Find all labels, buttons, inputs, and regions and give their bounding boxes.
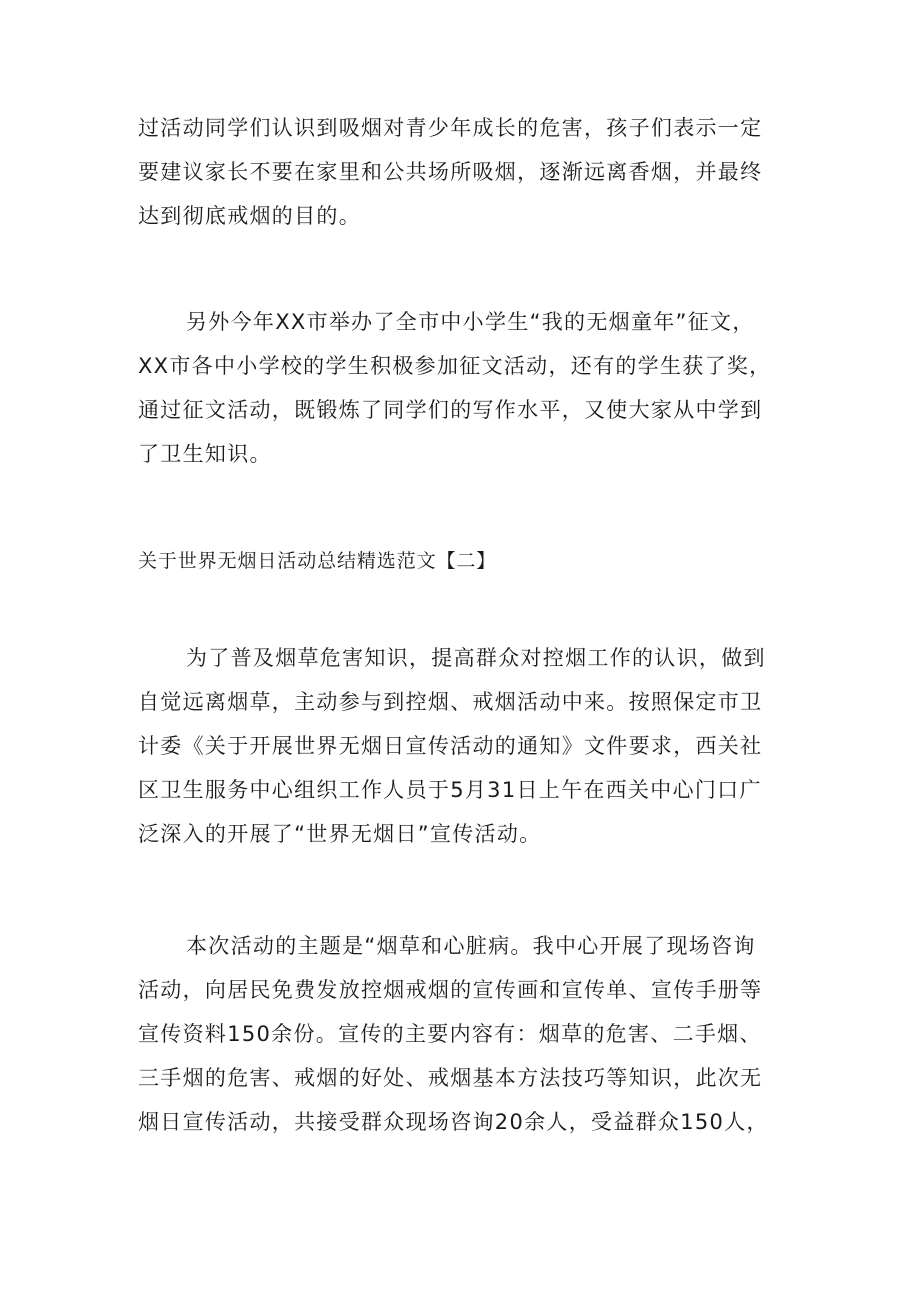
paragraph-2-line-1: 另外今年XX市举办了全市中小学生“我的无烟童年”征文， (186, 310, 755, 334)
paragraph-4-line-4: 三手烟的危害、戒烟的好处、戒烟基本方法技巧等知识，此次无 (138, 1066, 763, 1090)
section-heading: 关于世界无烟日活动总结精选范文【二】 (138, 550, 497, 572)
paragraph-3-line-1: 为了普及烟草危害知识，提高群众对控烟工作的认识，做到 (186, 646, 766, 670)
paragraph-1-line-1: 过活动同学们认识到吸烟对青少年成长的危害，孩子们表示一定 (138, 116, 763, 140)
paragraph-4-line-5: 烟日宣传活动，共接受群众现场咨询20余人，受益群众150人， (138, 1110, 769, 1134)
paragraph-3-line-5: 泛深入的开展了“世界无烟日”宣传活动。 (138, 822, 542, 846)
paragraph-4-line-3: 宣传资料150余份。宣传的主要内容有：烟草的危害、二手烟、 (138, 1022, 762, 1046)
paragraph-1-line-2: 要建议家长不要在家里和公共场所吸烟，逐渐远离香烟，并最终 (138, 160, 763, 184)
paragraph-4-line-2: 活动，向居民免费发放控烟戒烟的宣传画和宣传单、宣传手册等 (138, 978, 763, 1002)
paragraph-2-line-4: 了卫生知识。 (138, 442, 272, 466)
paragraph-2-line-3: 通过征文活动，既锻炼了同学们的写作水平，又使大家从中学到 (138, 398, 763, 422)
paragraph-2-line-2: XX市各中小学校的学生积极参加征文活动，还有的学生获了奖， (138, 354, 772, 378)
paragraph-3-line-2: 自觉远离烟草，主动参与到控烟、戒烟活动中来。按照保定市卫 (138, 690, 763, 714)
paragraph-1-line-3: 达到彻底戒烟的目的。 (138, 204, 361, 228)
paragraph-3-line-3: 计委《关于开展世界无烟日宣传活动的通知》文件要求，西关社 (138, 734, 763, 758)
paragraph-3-line-4: 区卫生服务中心组织工作人员于5月31日上午在西关中心门口广 (138, 778, 762, 802)
paragraph-4-line-1: 本次活动的主题是“烟草和心脏病。我中心开展了现场咨询 (186, 934, 756, 958)
